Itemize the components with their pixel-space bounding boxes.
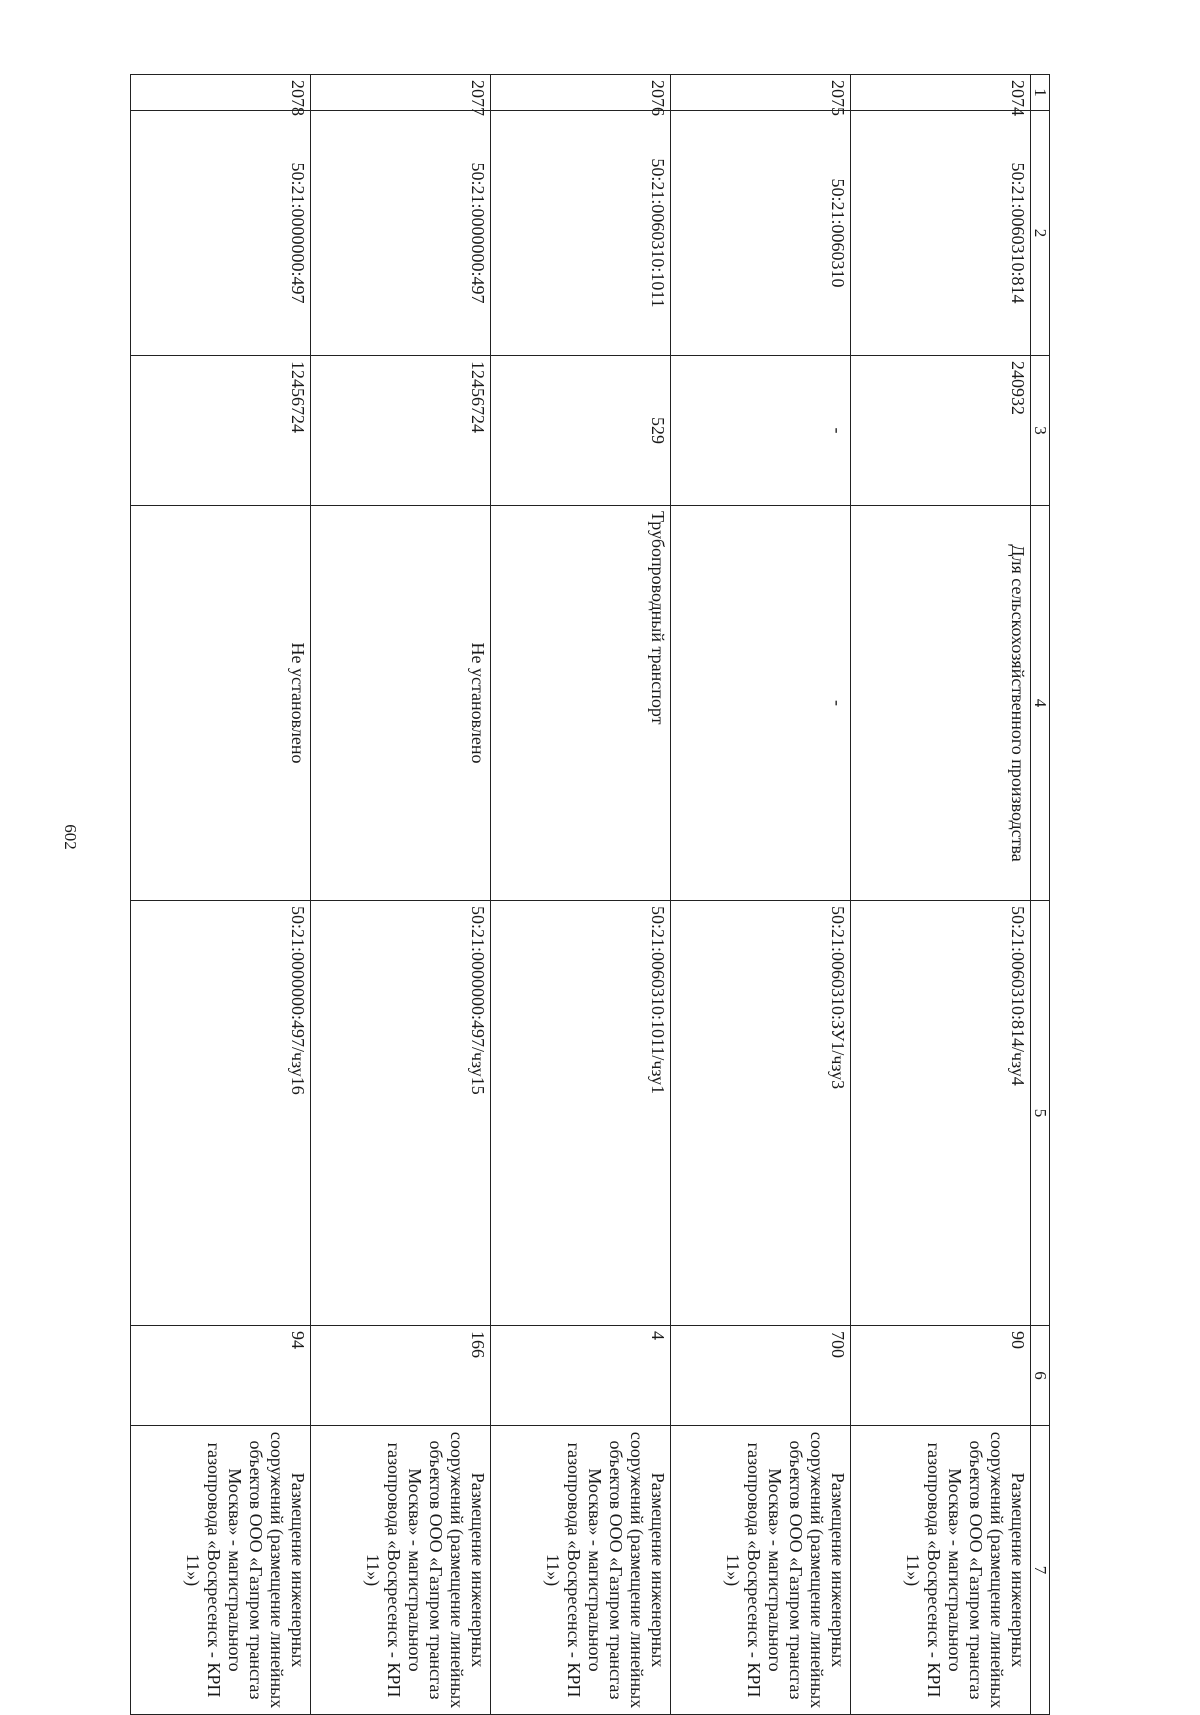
land-plots-table-container (118, 74, 1050, 1714)
part-area: 700 (671, 1326, 851, 1426)
page-number: 602 (61, 824, 80, 850)
part-area: 166 (311, 1326, 491, 1426)
plot-part-number: 50:21:0000000:497/чзу15 (311, 901, 491, 1326)
permitted-use: - (671, 506, 851, 901)
column-header-6: 6 (1031, 1326, 1050, 1426)
encumbrance-purpose: Размещение инженерных сооружений (размещение линейных объектов ООО «Газпром трансгаз Москва» - магистрального газопровода «Воскресенск - КРП 11») (311, 1426, 491, 1715)
cadastral-number: 50:21:0000000:497 (311, 111, 491, 356)
plot-area: 529 (491, 356, 671, 506)
column-header-1: 1 (1031, 75, 1050, 111)
land-plots-table (130, 74, 1050, 1715)
plot-part-number: 50:21:0060310:814/чзу4 (851, 901, 1031, 1326)
plot-part-number: 50:21:0000000:497/чзу16 (131, 901, 311, 1326)
table-row (131, 75, 311, 1715)
encumbrance-purpose: Размещение инженерных сооружений (размещение линейных объектов ООО «Газпром трансгаз Москва» - магистрального газопровода «Воскресенск - КРП 11») (131, 1426, 311, 1715)
plot-area: 12456724 (311, 356, 491, 506)
plot-area: 240932 (851, 356, 1031, 506)
row-number: 2074 (851, 75, 1031, 111)
column-header-5: 5 (1031, 901, 1050, 1326)
table-row (671, 75, 851, 1715)
encumbrance-purpose: Размещение инженерных сооружений (размещение линейных объектов ООО «Газпром трансгаз Москва» - магистрального газопровода «Воскресенск - КРП 11») (671, 1426, 851, 1715)
row-number: 2076 (491, 75, 671, 111)
table-row (491, 75, 671, 1715)
column-header-4: 4 (1031, 506, 1050, 901)
permitted-use: Для сельскохозяйственного производства (851, 506, 1031, 901)
cadastral-number: 50:21:0060310:1011 (491, 111, 671, 356)
permitted-use: Не установлено (311, 506, 491, 901)
part-area: 4 (491, 1326, 671, 1426)
column-header-3: 3 (1031, 356, 1050, 506)
plot-area: - (671, 356, 851, 506)
plot-area: 12456724 (131, 356, 311, 506)
encumbrance-purpose: Размещение инженерных сооружений (размещение линейных объектов ООО «Газпром трансгаз Москва» - магистрального газопровода «Воскресенск - КРП 11») (851, 1426, 1031, 1715)
permitted-use: Не установлено (131, 506, 311, 901)
row-number: 2077 (311, 75, 491, 111)
column-header-7: 7 (1031, 1426, 1050, 1715)
part-area: 90 (851, 1326, 1031, 1426)
cadastral-number: 50:21:0060310:814 (851, 111, 1031, 356)
encumbrance-purpose: Размещение инженерных сооружений (размещение линейных объектов ООО «Газпром трансгаз Москва» - магистрального газопровода «Воскресенск - КРП 11») (491, 1426, 671, 1715)
cadastral-number: 50:21:0060310 (671, 111, 851, 356)
part-area: 94 (131, 1326, 311, 1426)
table-row (311, 75, 491, 1715)
plot-part-number: 50:21:0060310:1011/чзу1 (491, 901, 671, 1326)
cadastral-number: 50:21:0000000:497 (131, 111, 311, 356)
table-row (851, 75, 1031, 1715)
row-number: 2078 (131, 75, 311, 111)
row-number: 2075 (671, 75, 851, 111)
permitted-use: Трубопроводный транспорт (491, 506, 671, 901)
plot-part-number: 50:21:0060310:ЗУ1/чзу3 (671, 901, 851, 1326)
column-header-2: 2 (1031, 111, 1050, 356)
table-header-row (1031, 75, 1050, 1715)
